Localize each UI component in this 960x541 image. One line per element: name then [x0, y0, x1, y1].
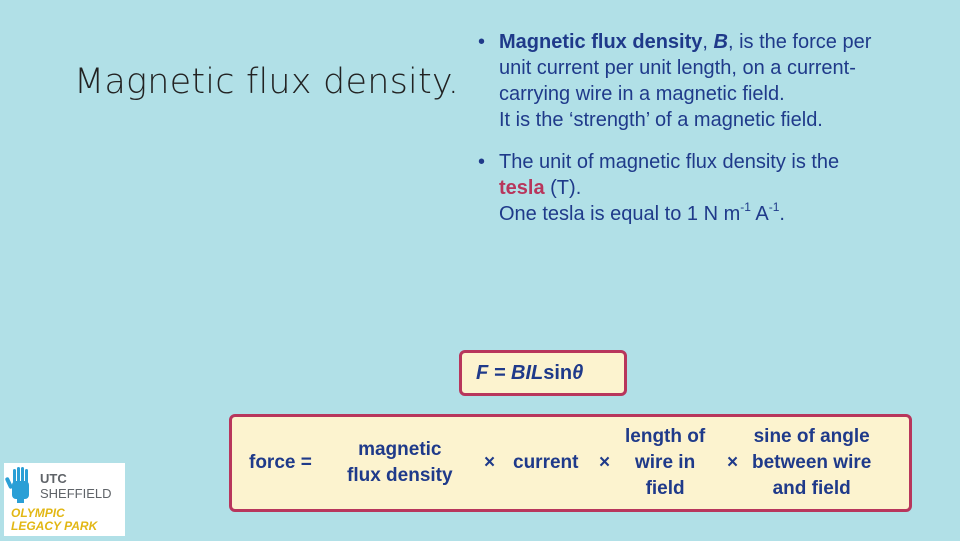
times-sign-2: ×: [599, 452, 611, 473]
word-flux-density: [347, 437, 453, 489]
bullet2-unit-symbol: (T).: [544, 177, 582, 199]
bullet1-line1: [499, 29, 958, 55]
bullet1-line2: unit current per unit length, on a current-: [499, 57, 856, 79]
bullet-list: [478, 29, 958, 227]
formula-theta: θ: [572, 361, 584, 384]
bullet1-line4: It is the ‘strength’ of a magnetic field.: [499, 109, 823, 131]
bullet1-line3: carrying wire in a magnetic field.: [499, 83, 785, 105]
formula-rhs: BIL: [511, 361, 544, 384]
word-flux-density-line1: magnetic: [358, 439, 442, 460]
bullet-definition: [478, 29, 958, 133]
bullet2-line1: The unit of magnetic flux density is the: [499, 151, 840, 173]
word-length-line2: wire in: [635, 452, 696, 473]
ampere-unit: A: [750, 203, 769, 225]
formula-equals: =: [488, 361, 512, 384]
bullet-dot: •: [478, 151, 486, 173]
formula-lhs: F: [476, 361, 489, 384]
bullet2-line3: [499, 201, 958, 227]
word-current: current: [513, 452, 579, 473]
bullet-dot: •: [478, 31, 486, 53]
logo-legacy-park-text: LEGACY PARK: [11, 519, 98, 533]
times-sign-1: ×: [484, 452, 496, 473]
bullet2-period: .: [779, 203, 785, 225]
word-sine-line3: and field: [772, 478, 851, 499]
times-sign-3: ×: [727, 452, 739, 473]
word-length-line3: field: [645, 478, 685, 499]
bullet1-line1-rest: , is the force per: [727, 31, 872, 53]
word-sine-line2: between wire: [752, 452, 872, 473]
exponent-2: -1: [768, 200, 780, 214]
tesla-equivalence: One tesla is equal to 1 N m: [499, 203, 741, 225]
word-sine-angle: [752, 424, 871, 502]
word-sine-line1: sine of angle: [753, 426, 870, 447]
hand-icon: [5, 467, 29, 503]
bullet2-line2: [499, 175, 958, 201]
exponent-1: -1: [740, 200, 751, 214]
formula-sin: sin: [543, 361, 573, 384]
bullet-unit: [478, 149, 958, 227]
bullet1-comma: ,: [702, 31, 714, 53]
logo-olympic-text: OLYMPIC: [11, 506, 65, 520]
slide-title: Magnetic flux density.: [74, 62, 460, 102]
word-length: [625, 424, 705, 502]
utc-sheffield-logo: [4, 463, 125, 536]
symbol-b: B: [713, 31, 728, 53]
word-flux-density-line2: flux density: [347, 465, 453, 486]
term-magnetic-flux-density: Magnetic flux density: [499, 31, 703, 53]
term-tesla: tesla: [499, 177, 545, 199]
word-length-line1: length of: [625, 426, 706, 447]
logo-sheffield-text: SHEFFIELD: [40, 486, 112, 501]
word-force: force =: [249, 452, 312, 473]
formula-box: [459, 350, 627, 396]
logo-graphic: [4, 463, 125, 536]
logo-utc-text: UTC: [40, 471, 67, 486]
word-equation-box: [229, 414, 912, 512]
